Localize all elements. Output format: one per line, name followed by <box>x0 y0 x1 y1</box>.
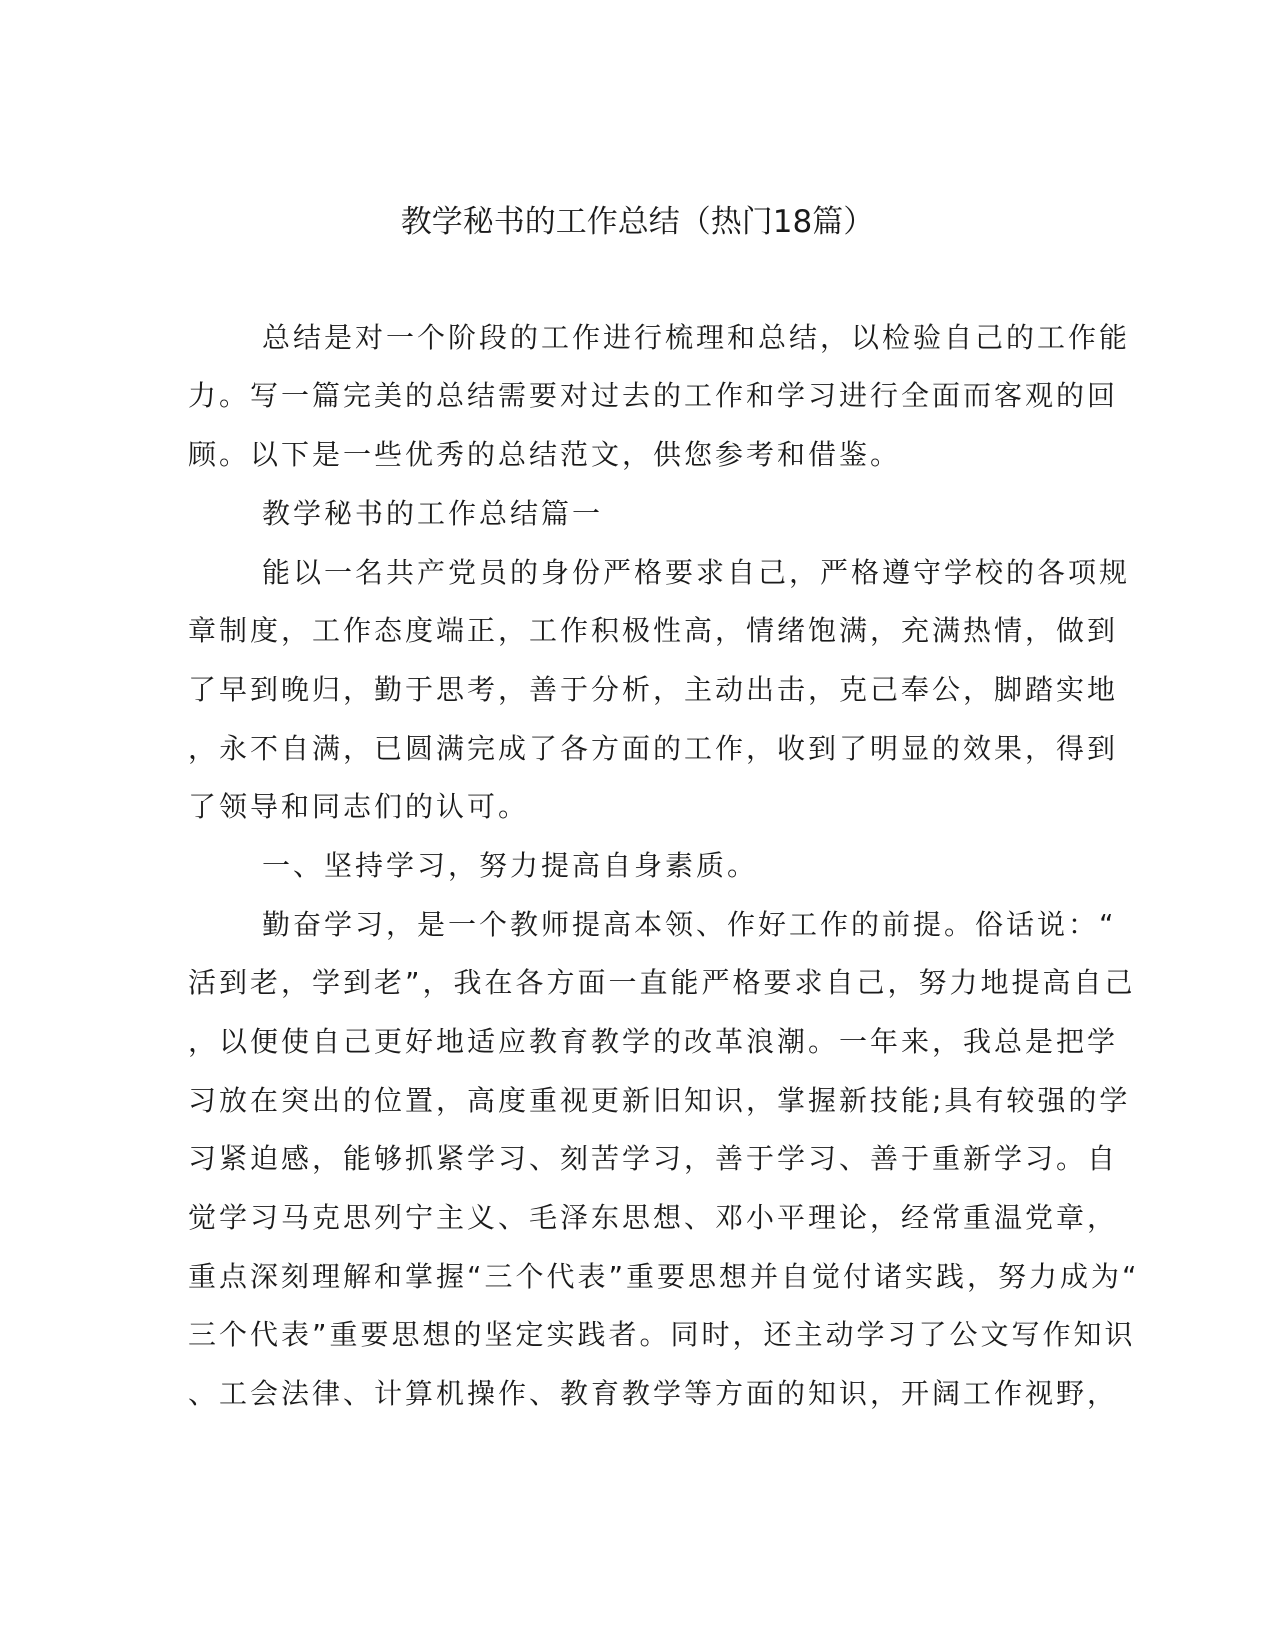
paragraph-line: 了领导和同志们的认可。 <box>188 790 530 823</box>
section-heading: 教学秘书的工作总结篇一 <box>262 497 604 530</box>
paragraph-line: 总结是对一个阶段的工作进行梳理和总结，以检验自己的工作能 <box>262 321 1131 354</box>
paragraph-line: ，以便使自己更好地适应教育教学的改革浪潮。一年来，我总是把学 <box>188 1025 1119 1058</box>
paragraph-line: 习放在突出的位置，高度重视更新旧知识，掌握新技能;具有较强的学 <box>188 1084 1131 1117</box>
paragraph-line: 力。写一篇完美的总结需要对过去的工作和学习进行全面而客观的回 <box>188 379 1119 412</box>
paragraph-line: 习紧迫感，能够抓紧学习、刻苦学习，善于学习、善于重新学习。自 <box>188 1142 1119 1175</box>
subsection-heading: 一、坚持学习，努力提高自身素质。 <box>262 849 759 882</box>
paragraph-line: 了早到晚归，勤于思考，善于分析，主动出击，克己奉公，脚踏实地 <box>188 673 1119 706</box>
paragraph-line: 顾。以下是一些优秀的总结范文，供您参考和借鉴。 <box>188 438 902 471</box>
paragraph-line: 章制度，工作态度端正，工作积极性高，情绪饱满，充满热情，做到 <box>188 614 1119 647</box>
paragraph-line: 重点深刻理解和掌握“三个代表”重要思想并自觉付诸实践，努力成为“ <box>188 1260 1140 1293</box>
paragraph-line: 勤奋学习，是一个教师提高本领、作好工作的前提。俗话说：“ <box>262 908 1117 941</box>
paragraph-line: 觉学习马克思列宁主义、毛泽东思想、邓小平理论，经常重温党章， <box>188 1201 1119 1234</box>
paragraph-line: 能以一名共产党员的身份严格要求自己，严格遵守学校的各项规 <box>262 556 1131 589</box>
paragraph-line: ，永不自满，已圆满完成了各方面的工作，收到了明显的效果，得到 <box>188 732 1119 765</box>
paragraph-line: 活到老，学到老”，我在各方面一直能严格要求自己，努力地提高自己 <box>188 966 1136 999</box>
paragraph-line: 三个代表”重要思想的坚定实践者。同时，还主动学习了公文写作知识 <box>188 1318 1136 1351</box>
paragraph-line: 、工会法律、计算机操作、教育教学等方面的知识，开阔工作视野， <box>188 1377 1119 1410</box>
document-title: 教学秘书的工作总结（热门18篇） <box>400 204 875 240</box>
